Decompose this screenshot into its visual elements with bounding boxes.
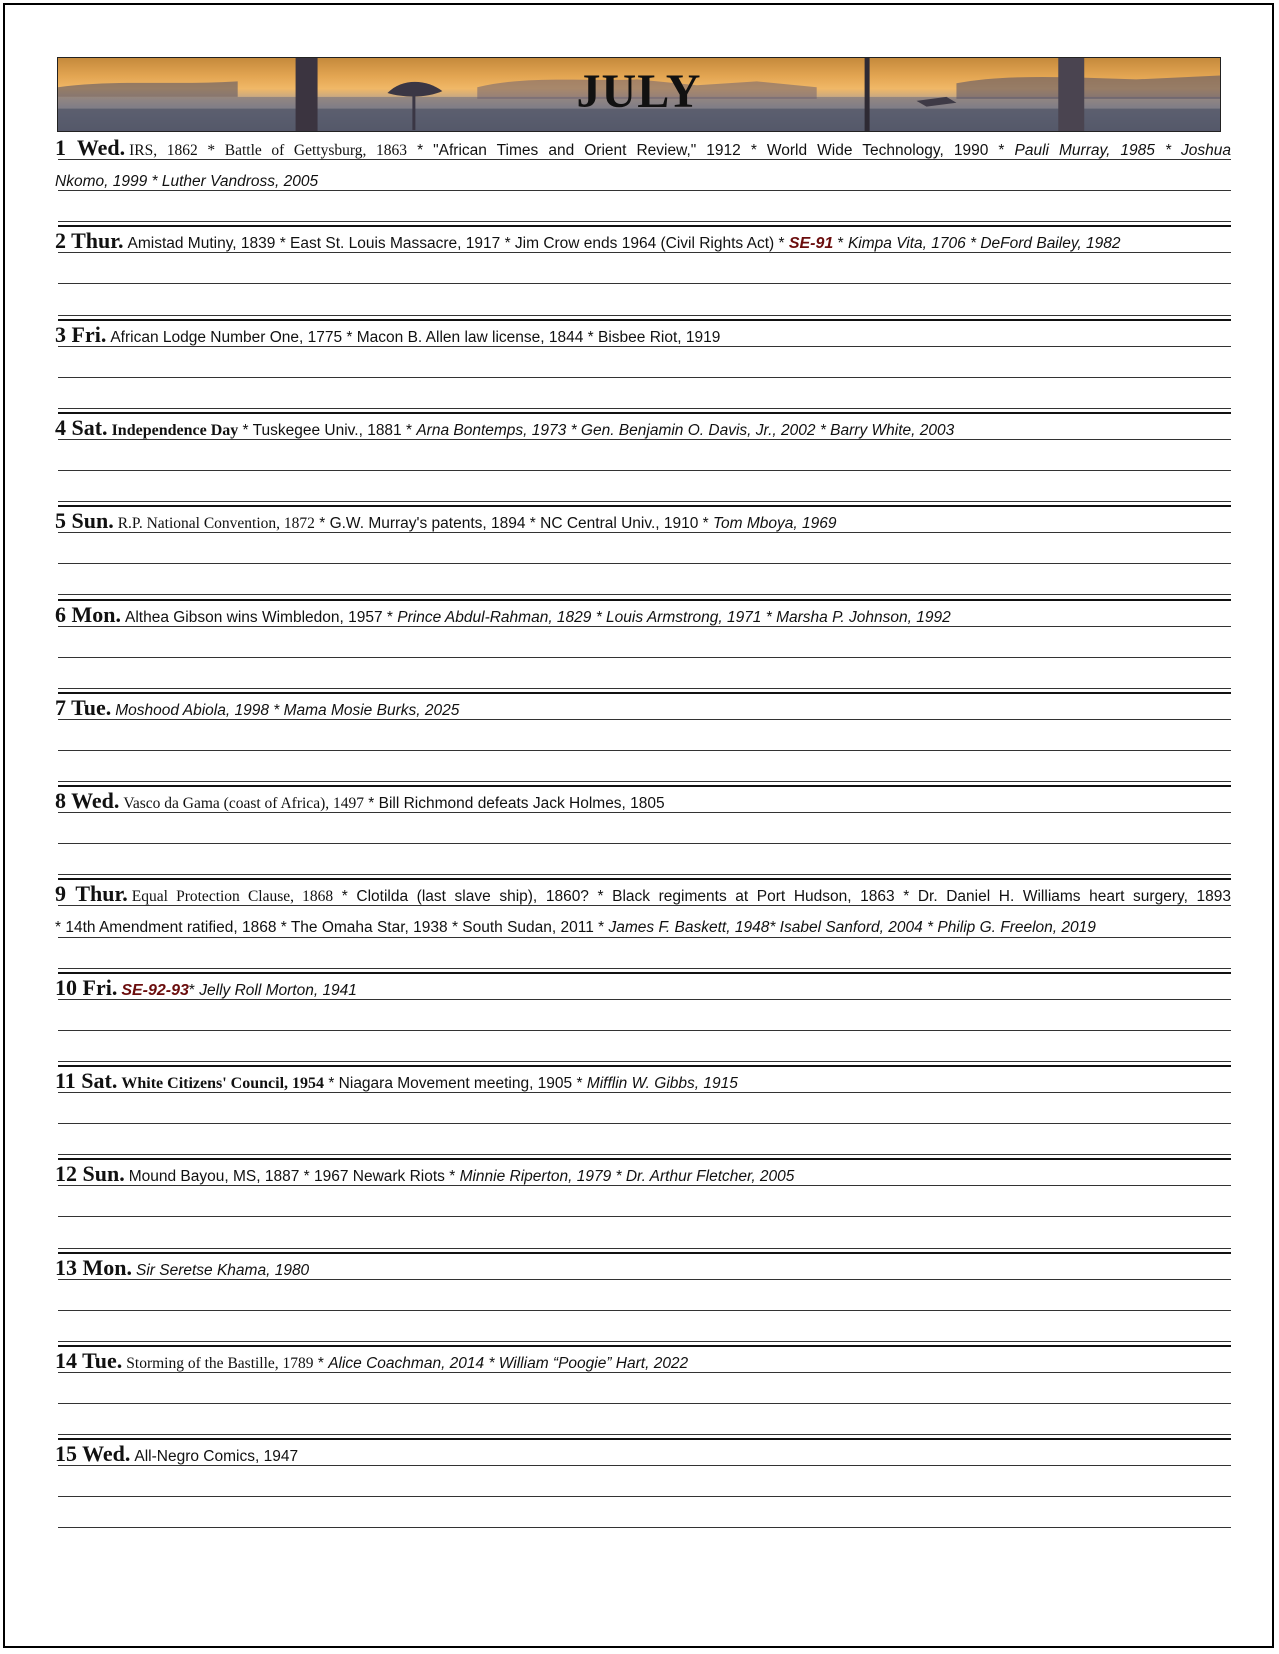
day-separator-rule	[58, 225, 1231, 227]
day-label: 11 Sat.	[55, 1070, 118, 1092]
event-text: African Lodge Number One, 1775 * Macon B. Allen law license, 1844 * Bisbee Riot, 1919	[110, 328, 721, 346]
event-text: Equal Protection Clause, 1868	[131, 888, 334, 906]
event-text: Storming of the Bastille, 1789	[126, 1354, 314, 1372]
day-entry	[55, 1348, 1231, 1441]
writing-line	[58, 999, 1231, 1000]
event-text: Kimpa Vita, 1706 * DeFord Bailey, 1982	[847, 235, 1121, 253]
writing-line	[58, 1310, 1231, 1311]
event-line	[55, 920, 1231, 936]
event-text: *	[833, 235, 848, 253]
day-label: 2 Thur.	[55, 230, 124, 253]
writing-line	[58, 1279, 1231, 1280]
event-text: *	[313, 1354, 329, 1372]
event-text: Sir Seretse Khama, 1980	[136, 1261, 310, 1279]
writing-line	[58, 501, 1231, 502]
day-entry	[55, 1068, 1231, 1161]
event-line	[55, 697, 1231, 719]
writing-line	[58, 190, 1231, 191]
event-line	[55, 1350, 1231, 1372]
day-label: 6 Mon.	[55, 603, 121, 626]
day-entry	[55, 228, 1231, 321]
day-separator-rule	[58, 878, 1231, 880]
event-line	[55, 324, 1231, 346]
day-separator-rule	[58, 972, 1231, 974]
writing-line	[58, 408, 1231, 409]
event-text: Mound Bayou, MS, 1887 * 1967 Newark Riots *	[128, 1168, 460, 1186]
event-text: * 14th Amendment ratified, 1868 * The Omaha Star, 1938 * South Sudan, 2011 *	[55, 920, 609, 936]
day-entry	[55, 415, 1231, 508]
day-entry	[55, 508, 1231, 601]
event-text: * Bill Richmond defeats Jack Holmes, 1805	[363, 795, 665, 813]
writing-line	[58, 1341, 1231, 1342]
writing-line	[58, 377, 1231, 378]
writing-line	[58, 470, 1231, 471]
writing-line	[58, 1248, 1231, 1249]
writing-line	[58, 315, 1231, 316]
writing-line	[58, 439, 1231, 440]
event-line	[55, 883, 1231, 905]
writing-line	[58, 1403, 1231, 1404]
writing-line	[58, 1527, 1231, 1528]
day-label: 9 Thur.	[55, 883, 128, 906]
day-entry	[55, 135, 1231, 228]
day-entry	[55, 695, 1231, 788]
event-line	[55, 137, 1231, 159]
writing-line	[58, 252, 1231, 253]
event-text: Vasco da Gama (coast of Africa), 1497	[123, 795, 364, 813]
writing-line	[58, 812, 1231, 813]
event-text: Independence Day	[111, 421, 239, 439]
event-text: Nkomo, 1999 * Luther Vandross, 2005	[55, 174, 319, 190]
event-text: Althea Gibson wins Wimbledon, 1957 *	[125, 608, 398, 626]
day-label: 1 Wed.	[55, 137, 126, 159]
event-text: * Battle of Gettysburg, 1863	[197, 142, 408, 159]
day-entry	[55, 1161, 1231, 1254]
event-text: IRS, 1862	[129, 142, 198, 159]
event-text: Amistad Mutiny, 1839 * East St. Louis Massacre, 1917 * Jim Crow ends 1964 (Civil Rights Act) *	[127, 235, 789, 253]
day-entry	[55, 788, 1231, 881]
month-banner	[57, 57, 1221, 132]
event-text: Mifflin W. Gibbs, 1915	[586, 1075, 738, 1092]
day-label: 4 Sat.	[55, 416, 108, 439]
writing-line	[58, 1216, 1231, 1217]
day-separator-rule	[58, 1438, 1231, 1440]
day-label: 12 Sun.	[55, 1163, 125, 1186]
day-label: 10 Fri.	[55, 976, 118, 999]
writing-line	[58, 1154, 1231, 1155]
event-text: R.P. National Convention, 1872	[117, 515, 315, 533]
writing-line	[58, 1092, 1231, 1093]
writing-line	[58, 1030, 1231, 1031]
day-entry	[55, 1441, 1231, 1534]
writing-line	[58, 1496, 1231, 1497]
writing-line	[58, 1061, 1231, 1062]
day-label: 14 Tue.	[55, 1349, 123, 1372]
writing-line	[58, 221, 1231, 222]
day-separator-rule	[58, 692, 1231, 694]
writing-line	[58, 563, 1231, 564]
event-text: * Clotilda (last slave ship), 1860? * Black regiments at Port Hudson, 1863 * Dr. Daniel H. Williams heart surgery, 1893	[333, 888, 1231, 906]
event-text: James F. Baskett, 1948* Isabel Sanford, 2004 * Philip G. Freelon, 2019	[608, 920, 1096, 936]
writing-line	[58, 874, 1231, 875]
event-text: Minnie Riperton, 1979 * Dr. Arthur Fletcher, 2005	[459, 1168, 795, 1186]
writing-line	[58, 750, 1231, 751]
event-text: *	[188, 981, 200, 999]
writing-line	[58, 1434, 1231, 1435]
event-line	[55, 1070, 1231, 1092]
writing-line	[58, 159, 1231, 160]
day-entry	[55, 1255, 1231, 1348]
month-title: JULY	[576, 65, 702, 118]
event-line	[55, 417, 1231, 439]
day-separator-rule	[58, 1345, 1231, 1347]
writing-line	[58, 657, 1231, 658]
writing-line	[58, 1372, 1231, 1373]
day-label: 8 Wed.	[55, 790, 120, 813]
day-separator-rule	[58, 1158, 1231, 1160]
event-line	[55, 604, 1231, 626]
writing-line	[58, 1465, 1231, 1466]
day-entry	[55, 881, 1231, 974]
day-separator-rule	[58, 1065, 1231, 1067]
event-text: White Citizens' Council, 1954	[121, 1075, 325, 1092]
se-code: SE-92-93	[121, 981, 189, 999]
event-text: * Tuskegee Univ., 1881 *	[238, 421, 417, 439]
writing-line	[58, 688, 1231, 689]
event-line	[55, 790, 1231, 812]
day-label: 15 Wed.	[55, 1443, 131, 1466]
writing-line	[58, 346, 1231, 347]
day-label: 3 Fri.	[55, 323, 107, 346]
event-line	[55, 230, 1231, 252]
event-line	[55, 1443, 1231, 1465]
event-text: Tom Mboya, 1969	[713, 515, 837, 533]
writing-line	[58, 781, 1231, 782]
writing-line	[58, 283, 1231, 284]
day-entry	[55, 975, 1231, 1068]
writing-line	[58, 968, 1231, 969]
day-entry	[55, 322, 1231, 415]
event-text: Pauli Murray, 1985 * Joshua	[1014, 142, 1231, 159]
event-line	[55, 977, 1231, 999]
writing-line	[58, 594, 1231, 595]
writing-line	[58, 1123, 1231, 1124]
event-text: Alice Coachman, 2014 * William “Poogie” Hart, 2022	[328, 1354, 689, 1372]
day-separator-rule	[58, 785, 1231, 787]
writing-line	[58, 626, 1231, 627]
writing-line	[58, 1185, 1231, 1186]
event-text: * Niagara Movement meeting, 1905 *	[324, 1075, 587, 1092]
writing-line	[58, 905, 1231, 906]
writing-line	[58, 843, 1231, 844]
event-text: Arna Bontemps, 1973 * Gen. Benjamin O. Davis, Jr., 2002 * Barry White, 2003	[416, 421, 955, 439]
day-separator-rule	[58, 599, 1231, 601]
event-line	[55, 1257, 1231, 1279]
event-line	[55, 1163, 1231, 1185]
writing-line	[58, 532, 1231, 533]
day-label: 13 Mon.	[55, 1256, 132, 1279]
se-code: SE-91	[788, 235, 834, 253]
day-separator-rule	[58, 319, 1231, 321]
event-text: Moshood Abiola, 1998 * Mama Mosie Burks, 2025	[115, 701, 460, 719]
day-separator-rule	[58, 1252, 1231, 1254]
day-separator-rule	[58, 505, 1231, 507]
event-text: Prince Abdul-Rahman, 1829 * Louis Armstrong, 1971 * Marsha P. Johnson, 1992	[397, 608, 951, 626]
event-text: * G.W. Murray's patents, 1894 * NC Central Univ., 1910 *	[314, 515, 714, 533]
writing-line	[58, 937, 1231, 938]
day-entry	[55, 602, 1231, 695]
day-label: 7 Tue.	[55, 696, 112, 719]
day-label: 5 Sun.	[55, 510, 114, 533]
event-text: * "African Times and Orient Review," 1912 * World Wide Technology, 1990 *	[407, 142, 1015, 159]
event-line	[55, 174, 1231, 190]
writing-line	[58, 719, 1231, 720]
event-text: Jelly Roll Morton, 1941	[199, 981, 357, 999]
event-line	[55, 510, 1231, 532]
event-text: All-Negro Comics, 1947	[134, 1448, 299, 1466]
day-separator-rule	[58, 412, 1231, 414]
